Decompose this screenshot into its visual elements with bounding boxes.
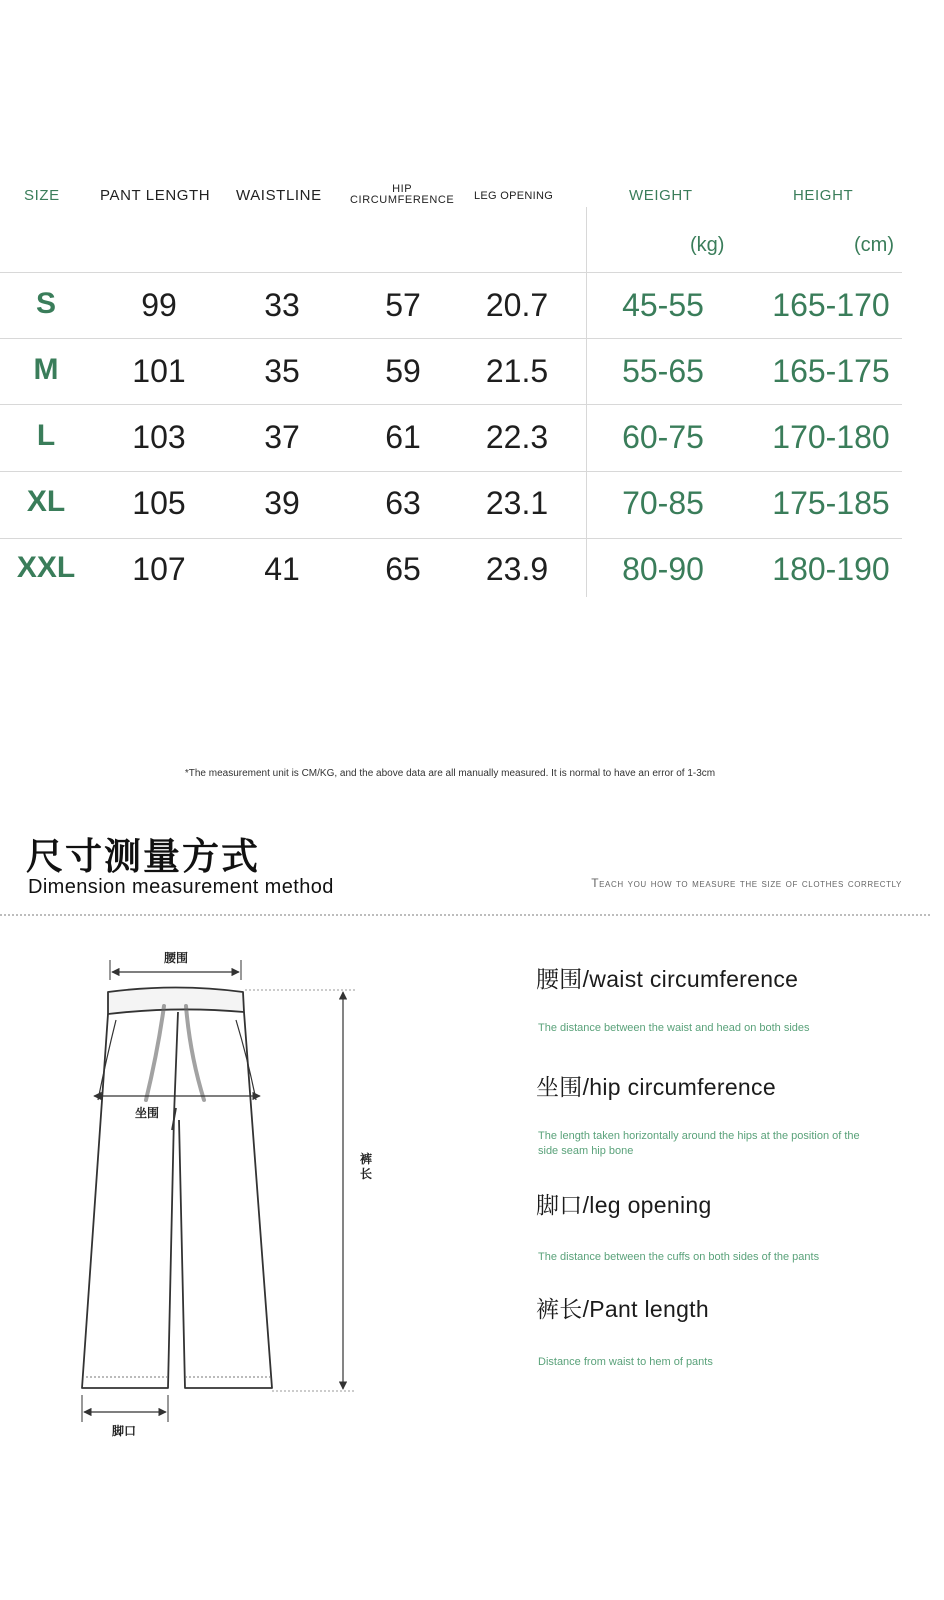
cell-hip: 63 [385, 485, 421, 521]
diagram-label-hip: 坐围 [134, 1106, 160, 1120]
unit-cm: (cm) [854, 234, 894, 256]
cell-leg-opening: 21.5 [485, 353, 549, 389]
method-item-title-hip: 坐围/hip circumference [536, 1074, 776, 1100]
cell-leg-opening: 22.3 [485, 419, 549, 455]
method-item-desc-leg: The distance between the cuffs on both sides of the pants [538, 1251, 820, 1263]
cell-size: M [33, 353, 59, 386]
table-column-divider [586, 207, 587, 597]
method-item-desc-hip: The length taken horizontally around the hips at the position of the side seam hip bone [538, 1130, 860, 1157]
measurement-note: *The measurement unit is CM/KG, and the above data are all manually measured. It is normal to have an error of 1-3cm [184, 768, 716, 779]
cell-waistline: 33 [264, 287, 300, 323]
method-item-desc-waist: The distance between the waist and head on both sides [538, 1022, 810, 1034]
cell-leg-opening: 20.7 [485, 287, 549, 323]
pants-outline [82, 988, 272, 1389]
header-pant-length: PANT LENGTH [100, 187, 211, 204]
cell-waistline: 39 [264, 485, 300, 521]
diagram-label-length-b: 长 [359, 1167, 373, 1181]
cell-waistline: 41 [264, 551, 300, 587]
header-hip-line1: HIP [392, 183, 413, 195]
header-waistline: WAISTLINE [236, 187, 322, 204]
cell-weight: 60-75 [622, 419, 704, 455]
cell-waistline: 37 [264, 419, 300, 455]
method-item-title-leg: 脚口/leg opening [536, 1192, 712, 1218]
header-hip-line2: CIRCUMFERENCE [350, 194, 455, 206]
cell-pant-length: 99 [141, 287, 177, 323]
cell-leg-opening: 23.1 [485, 485, 549, 521]
table-divider [0, 538, 902, 539]
cell-weight: 80-90 [622, 551, 704, 587]
diagram-label-waist: 腰围 [163, 951, 189, 965]
cell-height: 175-185 [772, 485, 890, 521]
cell-weight: 45-55 [622, 287, 704, 323]
cell-hip: 59 [385, 353, 421, 389]
header-leg-opening: LEG OPENING [474, 190, 554, 202]
method-teach-text: Teach you how to measure the size of clothes correctly [591, 876, 902, 890]
cell-weight: 70-85 [622, 485, 704, 521]
header-weight: WEIGHT [629, 187, 693, 204]
cell-hip: 65 [385, 551, 421, 587]
method-item-title-waist: 腰围/waist circumference [536, 966, 799, 992]
cell-height: 170-180 [772, 419, 890, 455]
pants-diagram [0, 940, 420, 1450]
method-title-en: Dimension measurement method [28, 876, 334, 898]
cell-hip: 61 [385, 419, 421, 455]
method-title-cn: 尺寸测量方式 [26, 836, 260, 877]
cell-size: XL [26, 485, 66, 518]
cell-pant-length: 101 [132, 353, 186, 389]
diagram-label-leg: 脚口 [111, 1424, 137, 1438]
unit-kg: (kg) [690, 234, 725, 256]
cell-height: 165-175 [772, 353, 890, 389]
header-height: HEIGHT [793, 187, 854, 204]
cell-waistline: 35 [264, 353, 300, 389]
cell-leg-opening: 23.9 [485, 551, 549, 587]
cell-size: S [35, 287, 56, 320]
cell-size: XXL [16, 551, 76, 584]
table-divider [0, 272, 902, 273]
cell-pant-length: 107 [132, 551, 186, 587]
method-item-title-length: 裤长/Pant length [536, 1296, 709, 1322]
cell-hip: 57 [385, 287, 421, 323]
table-divider [0, 404, 902, 405]
header-size: SIZE [24, 187, 60, 204]
cell-height: 165-170 [772, 287, 890, 323]
table-divider [0, 338, 902, 339]
cell-pant-length: 105 [132, 485, 186, 521]
header-hip-circumference [350, 184, 454, 206]
cell-weight: 55-65 [622, 353, 704, 389]
cell-size: L [36, 419, 56, 452]
cell-height: 180-190 [772, 551, 890, 587]
diagram-label-length-a: 裤 [359, 1152, 373, 1166]
section-divider [0, 914, 930, 916]
table-divider [0, 471, 902, 472]
method-item-desc-length: Distance from waist to hem of pants [538, 1356, 713, 1368]
cell-pant-length: 103 [132, 419, 186, 455]
